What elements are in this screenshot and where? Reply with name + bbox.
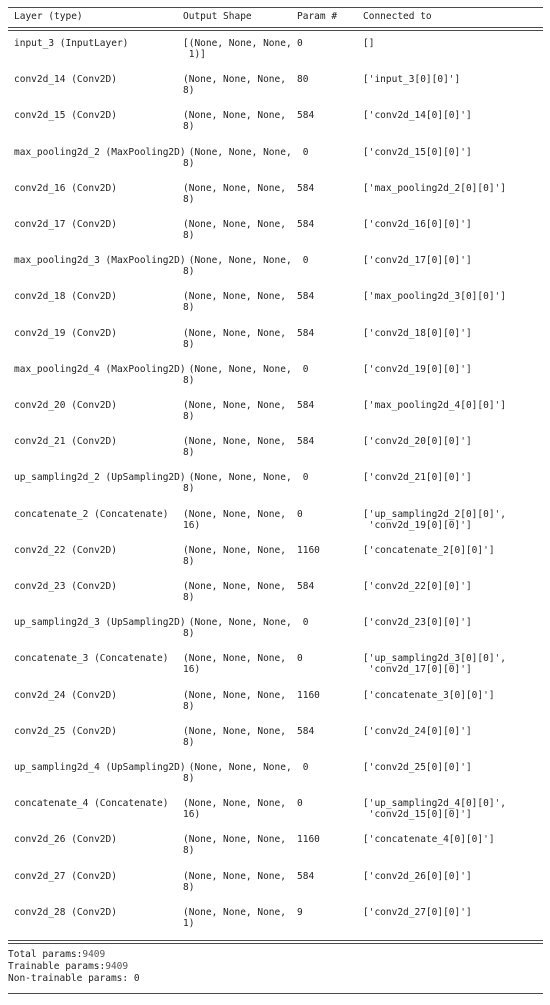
- connected-to: [363, 545, 495, 556]
- param-count: 0: [297, 364, 309, 375]
- layer-name: conv2d_15 (Conv2D): [14, 110, 117, 121]
- output-shape: [183, 110, 286, 132]
- connected-to: [363, 509, 506, 531]
- param-count: 584: [297, 328, 315, 339]
- non-trainable-params-value: 0: [128, 973, 140, 984]
- connected-to-line-1: ['concatenate_2[0][0]']: [363, 545, 495, 556]
- connected-to: [363, 581, 472, 592]
- layer-name: conv2d_27 (Conv2D): [14, 871, 117, 882]
- output-shape-line-2: 8): [183, 592, 195, 603]
- connected-to: [363, 255, 472, 266]
- table-row: [0, 545, 550, 575]
- header-connected-to: Connected to: [363, 11, 432, 22]
- output-shape-line-2: 8): [183, 266, 195, 277]
- output-shape-line-1: (None, None, None,: [183, 907, 286, 918]
- table-row: [0, 617, 550, 647]
- output-shape: [183, 183, 286, 205]
- output-shape-line-2: 8): [183, 556, 195, 567]
- connected-to-line-1: ['conv2d_25[0][0]']: [363, 762, 472, 773]
- table-row: [0, 255, 550, 285]
- output-shape-line-1: (None, None, None,: [183, 726, 286, 737]
- layer-name: conv2d_14 (Conv2D): [14, 74, 117, 85]
- layer-name: concatenate_4 (Concatenate): [14, 798, 169, 809]
- output-shape-line-2: 16): [183, 809, 201, 820]
- layer-name: concatenate_3 (Concatenate): [14, 653, 169, 664]
- layer-name: concatenate_2 (Concatenate): [14, 509, 169, 520]
- table-row: [0, 798, 550, 828]
- connected-to-line-1: ['conv2d_15[0][0]']: [363, 147, 472, 158]
- layer-name: conv2d_24 (Conv2D): [14, 690, 117, 701]
- table-row: [0, 581, 550, 611]
- param-count: 584: [297, 436, 315, 447]
- connected-to: [363, 726, 472, 737]
- connected-to: [363, 617, 472, 628]
- connected-to-line-1: ['conv2d_20[0][0]']: [363, 436, 472, 447]
- table-row: [0, 472, 550, 502]
- output-shape-line-1: (None, None, None,: [183, 328, 286, 339]
- connected-to-line-2: 'conv2d_17[0][0]']: [363, 664, 472, 675]
- bottom-divider: [8, 993, 543, 994]
- layer-name: conv2d_28 (Conv2D): [14, 907, 117, 918]
- table-row: [0, 726, 550, 756]
- param-count: 0: [297, 147, 309, 158]
- layer-name: max_pooling2d_3 (MaxPooling2D): [14, 255, 186, 266]
- layer-name: conv2d_26 (Conv2D): [14, 834, 117, 845]
- table-row: [0, 871, 550, 901]
- output-shape-line-1: (None, None, None,: [183, 400, 286, 411]
- output-shape-line-1: (None, None, None,: [183, 74, 286, 85]
- output-shape-line-1: (None, None, None,: [183, 219, 286, 230]
- output-shape-line-2: 8): [183, 773, 195, 784]
- param-count: 584: [297, 219, 315, 230]
- connected-to: [363, 328, 472, 339]
- output-shape-line-2: 8): [183, 447, 195, 458]
- connected-to-line-1: ['conv2d_26[0][0]']: [363, 871, 472, 882]
- output-shape: [183, 328, 286, 350]
- total-params-value: 9409: [82, 949, 106, 960]
- output-shape-line-1: (None, None, None,: [183, 581, 286, 592]
- table-row: [0, 762, 550, 792]
- layer-name: conv2d_25 (Conv2D): [14, 726, 117, 737]
- output-shape-line-2: 8): [183, 701, 195, 712]
- param-count: 584: [297, 110, 315, 121]
- param-count: 9: [297, 907, 303, 918]
- non-trainable-params-label: Non-trainable params:: [8, 973, 129, 984]
- connected-to-line-1: ['conv2d_17[0][0]']: [363, 255, 472, 266]
- param-count: 1160: [297, 690, 320, 701]
- layer-name: conv2d_19 (Conv2D): [14, 328, 117, 339]
- param-count: 584: [297, 400, 315, 411]
- connected-to-line-1: ['conv2d_21[0][0]']: [363, 472, 472, 483]
- output-shape: [183, 255, 292, 277]
- table-row: [0, 653, 550, 683]
- table-row: [0, 219, 550, 249]
- trainable-params: [8, 961, 128, 973]
- param-count: 584: [297, 581, 315, 592]
- output-shape: [183, 509, 286, 531]
- output-shape-line-1: (None, None, None,: [183, 690, 286, 701]
- output-shape-line-1: (None, None, None,: [183, 509, 286, 520]
- param-count: 0: [297, 653, 303, 664]
- output-shape-line-1: (None, None, None,: [183, 364, 292, 375]
- output-shape-line-2: 8): [183, 339, 195, 350]
- connected-to-line-1: ['max_pooling2d_3[0][0]']: [363, 291, 506, 302]
- layer-name: conv2d_16 (Conv2D): [14, 183, 117, 194]
- layer-name: max_pooling2d_4 (MaxPooling2D): [14, 364, 186, 375]
- non-trainable-params: [8, 973, 140, 985]
- connected-to-line-1: ['up_sampling2d_4[0][0]',: [363, 798, 506, 809]
- trainable-params-value: 9409: [105, 961, 129, 972]
- table-row: [0, 38, 550, 68]
- connected-to-line-1: ['conv2d_19[0][0]']: [363, 364, 472, 375]
- connected-to-line-2: 'conv2d_15[0][0]']: [363, 809, 472, 820]
- output-shape: [183, 581, 286, 603]
- connected-to-line-2: 'conv2d_19[0][0]']: [363, 520, 472, 531]
- output-shape: [183, 472, 292, 494]
- connected-to: [363, 110, 472, 121]
- connected-to: [363, 907, 472, 918]
- output-shape: [183, 291, 286, 313]
- connected-to: [363, 834, 495, 845]
- output-shape-line-1: (None, None, None,: [183, 762, 292, 773]
- layer-name: conv2d_23 (Conv2D): [14, 581, 117, 592]
- output-shape-line-1: [(None, None, None,: [183, 38, 292, 49]
- connected-to-line-1: ['up_sampling2d_2[0][0]',: [363, 509, 506, 520]
- output-shape-line-2: 16): [183, 520, 201, 531]
- connected-to: [363, 653, 506, 675]
- connected-to: [363, 219, 472, 230]
- table-row: [0, 834, 550, 864]
- param-count: 584: [297, 871, 315, 882]
- table-row: [0, 400, 550, 430]
- connected-to-line-1: []: [363, 38, 375, 49]
- connected-to: [363, 436, 472, 447]
- table-row: [0, 907, 550, 937]
- output-shape-line-2: 8): [183, 845, 195, 856]
- output-shape-line-2: 8): [183, 121, 195, 132]
- connected-to-line-1: ['conv2d_24[0][0]']: [363, 726, 472, 737]
- output-shape: [183, 364, 292, 386]
- connected-to-line-1: ['conv2d_22[0][0]']: [363, 581, 472, 592]
- param-count: 0: [297, 617, 309, 628]
- output-shape: [183, 726, 286, 748]
- connected-to: [363, 183, 506, 194]
- connected-to-line-1: ['conv2d_14[0][0]']: [363, 110, 472, 121]
- output-shape: [183, 545, 286, 567]
- connected-to-line-1: ['concatenate_3[0][0]']: [363, 690, 495, 701]
- connected-to-line-1: ['max_pooling2d_4[0][0]']: [363, 400, 506, 411]
- connected-to: [363, 291, 506, 302]
- output-shape-line-2: 1)]: [183, 49, 206, 60]
- header-divider: [8, 27, 543, 31]
- table-row: [0, 147, 550, 177]
- output-shape: [183, 74, 286, 96]
- connected-to: [363, 400, 506, 411]
- layer-name: up_sampling2d_2 (UpSampling2D): [14, 472, 186, 483]
- connected-to: [363, 871, 472, 882]
- output-shape-line-1: (None, None, None,: [183, 871, 286, 882]
- output-shape: [183, 219, 286, 241]
- layer-name: conv2d_17 (Conv2D): [14, 219, 117, 230]
- output-shape-line-2: 1): [183, 918, 195, 929]
- output-shape-line-1: (None, None, None,: [183, 183, 286, 194]
- layer-name: up_sampling2d_3 (UpSampling2D): [14, 617, 186, 628]
- param-count: 0: [297, 762, 309, 773]
- output-shape: [183, 436, 286, 458]
- output-shape: [183, 762, 292, 784]
- output-shape-line-2: 8): [183, 737, 195, 748]
- output-shape: [183, 834, 286, 856]
- param-count: 0: [297, 255, 309, 266]
- output-shape-line-1: (None, None, None,: [183, 147, 292, 158]
- output-shape-line-2: 8): [183, 375, 195, 386]
- param-count: 0: [297, 472, 309, 483]
- table-row: [0, 110, 550, 140]
- connected-to: [363, 364, 472, 375]
- trainable-params-label: Trainable params:: [8, 961, 106, 972]
- connected-to: [363, 762, 472, 773]
- connected-to-line-1: ['conv2d_23[0][0]']: [363, 617, 472, 628]
- layer-name: conv2d_22 (Conv2D): [14, 545, 117, 556]
- output-shape-line-2: 8): [183, 158, 195, 169]
- param-count: 584: [297, 183, 315, 194]
- table-row: [0, 509, 550, 539]
- output-shape: [183, 38, 292, 60]
- param-count: 584: [297, 291, 315, 302]
- connected-to-line-1: ['input_3[0][0]']: [363, 74, 461, 85]
- connected-to: [363, 798, 506, 820]
- table-row: [0, 328, 550, 358]
- table-row: [0, 690, 550, 720]
- connected-to: [363, 74, 460, 85]
- output-shape: [183, 617, 292, 639]
- table-row: [0, 74, 550, 104]
- param-count: 0: [297, 798, 303, 809]
- output-shape: [183, 907, 286, 929]
- connected-to-line-1: ['conv2d_16[0][0]']: [363, 219, 472, 230]
- output-shape-line-1: (None, None, None,: [183, 653, 286, 664]
- param-count: 1160: [297, 545, 320, 556]
- output-shape-line-2: 8): [183, 882, 195, 893]
- connected-to-line-1: ['up_sampling2d_3[0][0]',: [363, 653, 506, 664]
- layer-name: max_pooling2d_2 (MaxPooling2D): [14, 147, 186, 158]
- output-shape-line-1: (None, None, None,: [183, 472, 292, 483]
- connected-to: [363, 690, 495, 701]
- param-count: 0: [297, 38, 303, 49]
- output-shape-line-1: (None, None, None,: [183, 436, 286, 447]
- output-shape-line-1: (None, None, None,: [183, 617, 292, 628]
- top-divider: [8, 7, 543, 8]
- connected-to: [363, 38, 374, 49]
- layer-name: up_sampling2d_4 (UpSampling2D): [14, 762, 186, 773]
- connected-to: [363, 147, 472, 158]
- total-params: [8, 949, 105, 961]
- table-row: [0, 291, 550, 321]
- output-shape-line-1: (None, None, None,: [183, 255, 292, 266]
- output-shape-line-2: 16): [183, 664, 201, 675]
- output-shape-line-1: (None, None, None,: [183, 798, 286, 809]
- output-shape-line-1: (None, None, None,: [183, 545, 286, 556]
- connected-to: [363, 472, 472, 483]
- output-shape-line-2: 8): [183, 628, 195, 639]
- output-shape-line-2: 8): [183, 483, 195, 494]
- output-shape: [183, 798, 286, 820]
- param-count: 80: [297, 74, 309, 85]
- connected-to-line-1: ['concatenate_4[0][0]']: [363, 834, 495, 845]
- output-shape: [183, 690, 286, 712]
- output-shape: [183, 871, 286, 893]
- param-count: 0: [297, 509, 303, 520]
- output-shape-line-2: 8): [183, 85, 195, 96]
- output-shape-line-2: 8): [183, 302, 195, 313]
- layer-name: conv2d_18 (Conv2D): [14, 291, 117, 302]
- header-layer-type: Layer (type): [14, 11, 83, 22]
- output-shape-line-2: 8): [183, 411, 195, 422]
- param-count: 1160: [297, 834, 320, 845]
- connected-to-line-1: ['conv2d_27[0][0]']: [363, 907, 472, 918]
- output-shape-line-1: (None, None, None,: [183, 834, 286, 845]
- layer-name: input_3 (InputLayer): [14, 38, 129, 49]
- output-shape: [183, 147, 292, 169]
- layer-name: conv2d_20 (Conv2D): [14, 400, 117, 411]
- header-output-shape: Output Shape: [183, 11, 252, 22]
- total-params-label: Total params:: [8, 949, 83, 960]
- output-shape: [183, 400, 286, 422]
- header-param-count: Param #: [297, 11, 338, 22]
- table-row: [0, 183, 550, 213]
- connected-to-line-1: ['conv2d_18[0][0]']: [363, 328, 472, 339]
- output-shape-line-2: 8): [183, 230, 195, 241]
- layer-name: conv2d_21 (Conv2D): [14, 436, 117, 447]
- table-row: [0, 364, 550, 394]
- connected-to-line-1: ['max_pooling2d_2[0][0]']: [363, 183, 506, 194]
- summary-divider: [8, 940, 543, 944]
- output-shape: [183, 653, 286, 675]
- output-shape-line-1: (None, None, None,: [183, 291, 286, 302]
- param-count: 584: [297, 726, 315, 737]
- output-shape-line-1: (None, None, None,: [183, 110, 286, 121]
- table-row: [0, 436, 550, 466]
- output-shape-line-2: 8): [183, 194, 195, 205]
